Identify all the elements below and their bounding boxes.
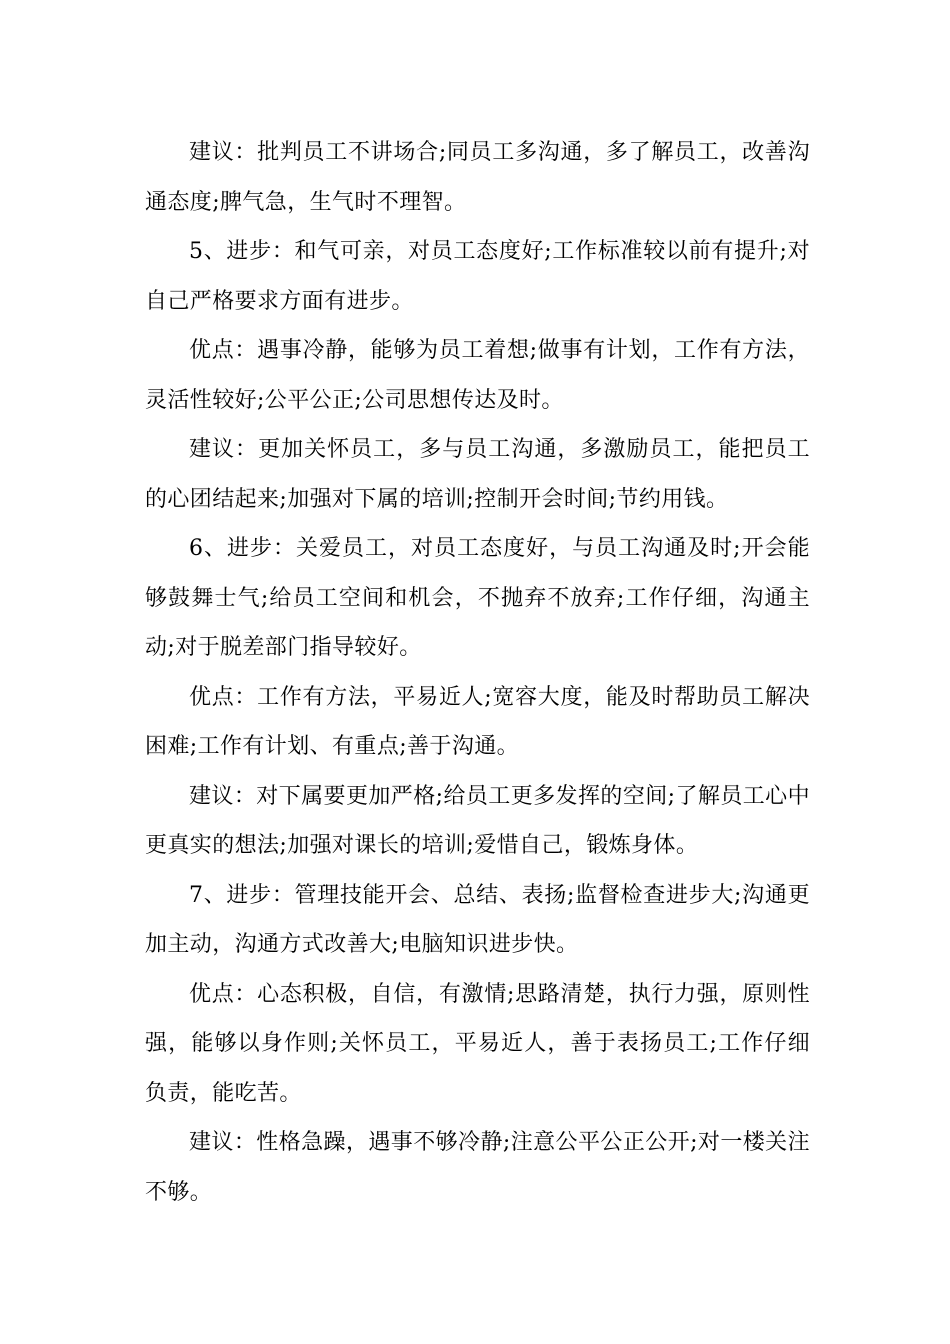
paragraph-progress-5: 5、进步：和气可亲，对员工态度好;工作标准较以前有提升;对自己严格要求方面有进步。	[145, 239, 810, 314]
paragraph-progress-6: 6、进步：关爱员工，对员工态度好，与员工沟通及时;开会能够鼓舞士气;给员工空间和机会，不抛弃不放弃;工作仔细，沟通主动;对于脱差部门指导较好。	[145, 536, 810, 660]
document-body	[145, 128, 810, 1217]
paragraph-strengths-7: 优点：心态积极，自信，有激情;思路清楚，执行力强，原则性强，能够以身作则;关怀员工，平易近人，善于表扬员工;工作仔细负责，能吃苦。	[145, 981, 810, 1106]
paragraph-strengths-5: 优点：遇事冷静，能够为员工着想;做事有计划，工作有方法，灵活性较好;公平公正;公司思想传达及时。	[145, 338, 810, 413]
paragraph-strengths-6: 优点：工作有方法，平易近人;宽容大度，能及时帮助员工解决困难;工作有计划、有重点;善于沟通。	[145, 684, 810, 759]
paragraph-suggestion-4: 建议：批判员工不讲场合;同员工多沟通，多了解员工，改善沟通态度;脾气急，生气时不理智。	[145, 140, 810, 215]
paragraph-suggestion-7: 建议：性格急躁，遇事不够冷静;注意公平公正公开;对一楼关注不够。	[145, 1130, 810, 1205]
paragraph-suggestion-5: 建议：更加关怀员工，多与员工沟通，多激励员工，能把员工的心团结起来;加强对下属的培训;控制开会时间;节约用钱。	[145, 437, 810, 512]
paragraph-suggestion-6: 建议：对下属要更加严格;给员工更多发挥的空间;了解员工心中更真实的想法;加强对课长的培训;爱惜自己，锻炼身体。	[145, 783, 810, 858]
paragraph-progress-7: 7、进步：管理技能开会、总结、表扬;监督检查进步大;沟通更加主动，沟通方式改善大;电脑知识进步快。	[145, 882, 810, 957]
